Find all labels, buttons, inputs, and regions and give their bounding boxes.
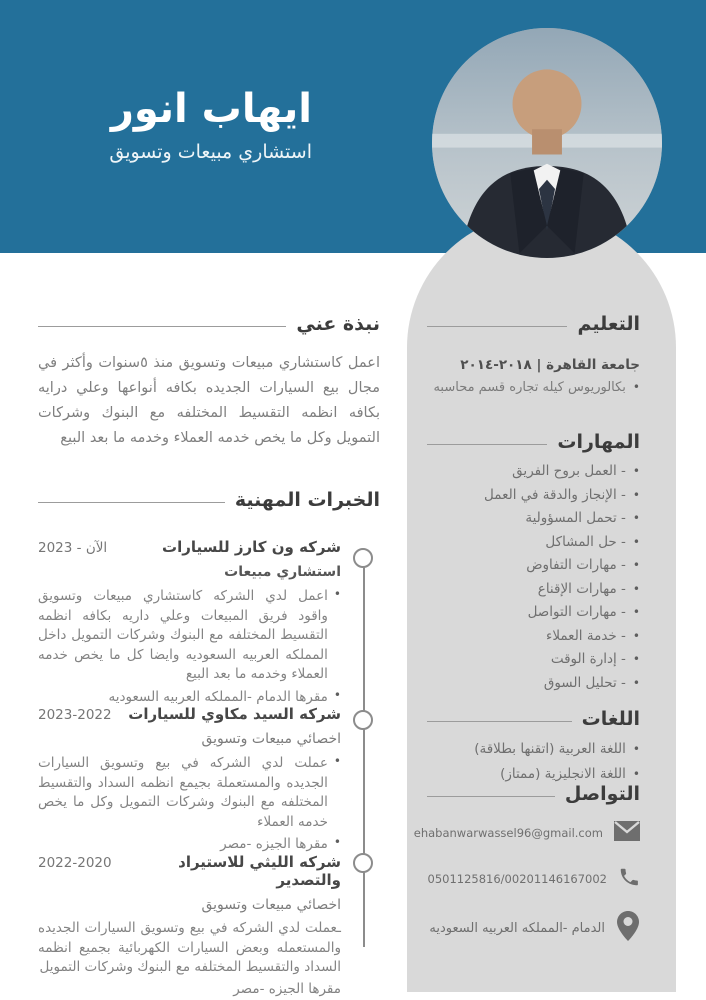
bullet-icon: •	[632, 581, 640, 596]
job-header	[38, 705, 341, 723]
education-separator: |	[536, 357, 542, 373]
language-label: اللغة الانجليزية (ممتاز)	[500, 766, 626, 782]
job-entry	[38, 705, 341, 858]
job-bullet	[38, 754, 341, 832]
location-pin-icon	[616, 911, 640, 945]
skill-item	[427, 557, 640, 575]
portrait-photo	[432, 28, 662, 258]
bullet-icon: •	[333, 687, 341, 702]
about-heading: نبذة عني	[296, 313, 380, 335]
job-entry	[38, 538, 341, 710]
experience-heading-row	[38, 489, 380, 511]
bullet-icon: •	[632, 511, 640, 525]
skill-label: - حل المشاكل	[545, 533, 626, 550]
education-school-line	[427, 357, 640, 373]
job-bullet	[38, 835, 341, 855]
section-contact	[413, 783, 640, 945]
job-role: استشاري مبيعات	[224, 564, 341, 580]
section-experience-heading	[38, 489, 380, 511]
bullet-icon: •	[632, 628, 640, 643]
skill-label: - الإنجاز والدقة في العمل	[484, 486, 626, 503]
job-header	[38, 538, 341, 556]
heading-divider-line	[427, 326, 567, 327]
job-location: مقرها الجيزه -مصر	[233, 980, 341, 997]
skill-label: - مهارات التفاوض	[526, 557, 626, 573]
bullet-icon: •	[632, 767, 640, 781]
education-institution: جامعة القاهرة	[546, 357, 640, 373]
education-years: ٢٠١٨-٢٠١٤	[460, 357, 532, 373]
person-job-title: استشاري مبيعات وتسويق	[109, 141, 312, 163]
bullet-icon: •	[333, 587, 341, 601]
bullet-icon: •	[333, 754, 341, 768]
job-bullet-text: اعمل لدي الشركه كاستشاري مبيعات وتسويق واقود فريق المبيعات وعلي داريه بكافه انظمه التقسيط المختلفه مع البنوك وشركات التمويل داخل المملكه العربيه السعوديه وايضا كل ما يخص خدمه العملاء وخدمه ما بعد البيع	[38, 588, 328, 682]
skill-item	[427, 651, 640, 669]
job-bullet-list	[38, 754, 341, 855]
bullet-icon: •	[632, 487, 640, 502]
languages-heading-row	[427, 708, 640, 730]
skill-label: - العمل بروح الفريق	[512, 463, 626, 479]
skill-label: - تحليل السوق	[543, 674, 626, 691]
skill-item	[427, 581, 640, 599]
bullet-icon: •	[632, 534, 640, 549]
heading-divider-line	[427, 796, 555, 797]
person-name: ايهاب انور	[110, 86, 312, 132]
education-heading: التعليم	[577, 313, 640, 335]
job-header	[38, 853, 341, 889]
job-description: ـعملت لدي الشركه في بيع وتسويق السيارات الجديده والمستعمله وبعض السيارات الكهربائية بجميع انظمه السداد والتقسيط المختلفه مع البنوك وشركات التمويل	[38, 920, 341, 975]
heading-divider-line	[427, 444, 547, 445]
bullet-icon: •	[632, 558, 640, 572]
envelope-icon	[614, 821, 640, 845]
language-item	[427, 765, 640, 783]
job-period: 2022-2020	[38, 855, 112, 871]
skill-label: - مهارات التواصل	[527, 604, 626, 620]
contact-heading: التواصل	[564, 783, 640, 805]
job-role: اخصائي مبيعات وتسويق	[201, 731, 341, 747]
timeline-dot	[353, 710, 373, 730]
section-skills	[427, 431, 640, 698]
job-role: اخصائي مبيعات وتسويق	[201, 897, 341, 913]
job-bullet-text: مقرها الجيزه -مصر	[220, 836, 328, 852]
phone-icon	[618, 866, 640, 892]
skills-list	[427, 463, 640, 692]
heading-divider-line	[427, 721, 572, 722]
timeline-dot	[353, 853, 373, 873]
heading-divider-line	[38, 326, 286, 327]
job-bullet-text: مقرها الدمام -المملكه العربيه السعوديه	[108, 688, 328, 705]
skill-label: - خدمة العملاء	[545, 627, 626, 644]
job-period: 2023 - الآن	[38, 540, 108, 556]
skill-item	[427, 510, 640, 528]
timeline-line	[363, 558, 365, 947]
name-block	[40, 86, 312, 163]
job-period: 2023-2022	[38, 707, 112, 723]
languages-heading: اللغات	[581, 708, 640, 730]
timeline-dot	[353, 548, 373, 568]
section-languages	[427, 708, 640, 790]
section-education	[427, 313, 640, 395]
job-company: شركه ون كارز للسيارات	[162, 538, 341, 556]
job-bullet	[38, 587, 341, 685]
bullet-icon: •	[632, 652, 640, 666]
education-degree: بكالوريوس كيله تجاره قسم محاسبه	[433, 380, 626, 395]
bullet-icon: •	[333, 835, 341, 849]
job-company: شركه الليثي للاستيراد والتصدير	[178, 853, 341, 889]
contact-phone[interactable]: 0501125816/00201146167002	[427, 872, 607, 886]
education-degree-row	[427, 380, 640, 395]
bullet-icon: •	[632, 464, 640, 478]
job-entry	[38, 853, 341, 999]
contact-email[interactable]: ehabanwarwassel96@gmail.com	[413, 826, 603, 840]
skill-item	[427, 604, 640, 622]
language-item	[427, 740, 640, 758]
heading-divider-line	[38, 502, 225, 503]
skill-item	[427, 675, 640, 693]
portrait-photo-placeholder	[432, 28, 662, 258]
experience-heading: الخبرات المهنية	[234, 489, 380, 511]
skill-label: - مهارات الإقناع	[537, 580, 626, 597]
language-label: اللغة العربية (اتقنها بطلاقة)	[474, 741, 626, 757]
job-company: شركه السيد مكاوي للسيارات	[128, 705, 341, 723]
skill-item	[427, 487, 640, 505]
bullet-icon: •	[632, 380, 640, 394]
education-heading-row	[427, 313, 640, 335]
contact-location-row	[427, 911, 640, 945]
skill-item	[427, 628, 640, 646]
contact-email-row[interactable]	[413, 821, 640, 845]
contact-phone-row[interactable]	[427, 866, 640, 892]
contact-heading-row	[427, 783, 640, 805]
section-about	[38, 313, 380, 451]
skills-heading: المهارات	[557, 431, 640, 453]
job-bullet-list	[38, 587, 341, 707]
skill-item	[427, 534, 640, 552]
contact-location: الدمام -المملكه العربيه السعوديه	[429, 920, 605, 936]
skill-item	[427, 463, 640, 481]
skill-label: - إدارة الوقت	[550, 651, 626, 667]
about-text: اعمل كاستشاري مبيعات وتسويق منذ ٥سنوات وأكثر في مجال بيع السيارات الجديده بكافه أنواعها وعلي درايه بكافه انظمه التقسيط المختلفه مع البنوك وشركات التمويل وكل ما يخص خدمه العملاء وخدمه ما بعد البيع	[38, 355, 380, 446]
job-bullet-text: عملت لدي الشركه في بيع وتسويق السيارات الجديده والمستعملة بجيمع انظمه السداد والتقسيط المختلفه مع البنوك وشركات التمويل وكل ما يخص خدمه العملاء	[38, 755, 328, 830]
about-heading-row	[38, 313, 380, 335]
bullet-icon: •	[632, 675, 640, 690]
languages-list	[427, 740, 640, 783]
skills-heading-row	[427, 431, 640, 453]
bullet-icon: •	[632, 605, 640, 619]
skill-label: - تحمل المسؤولية	[525, 510, 626, 526]
bullet-icon: •	[632, 742, 640, 756]
